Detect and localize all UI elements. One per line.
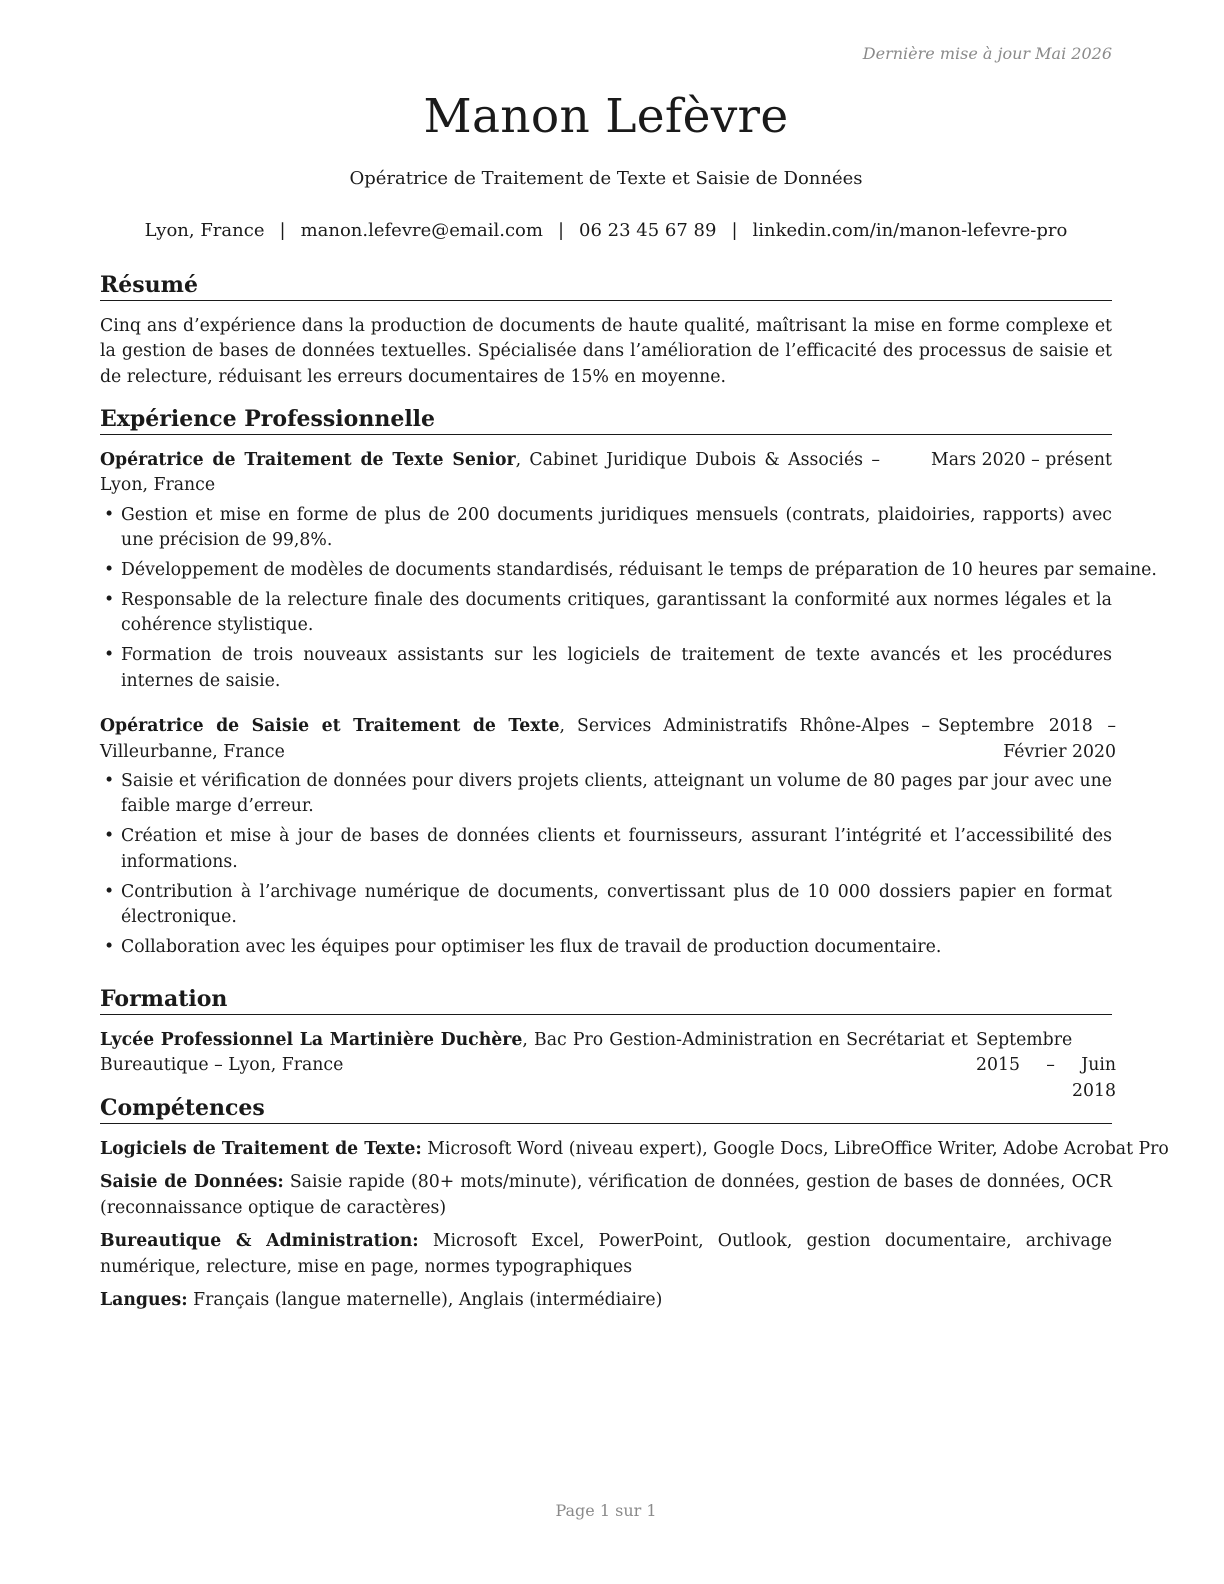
section-title-skills: Compétences: [100, 1095, 1112, 1124]
list-item: • Contribution à l’archivage numérique de documents, convertissant plus de 10 000 dossiers papier en format électronique.: [104, 881, 1112, 927]
skill-row: [100, 1288, 1112, 1313]
list-item: • Création et mise à jour de bases de données clients et fournisseurs, assurant l’intégrité et l’accessibilité des informations.: [104, 826, 1112, 872]
skill-label: Logiciels de Traitement de Texte:: [100, 1139, 422, 1159]
list-item: • Formation de trois nouveaux assistants sur les logiciels de traitement de texte avancés et les procédures internes de saisie.: [104, 645, 1112, 691]
skill-row: [100, 1170, 1112, 1221]
education-entry: [100, 1028, 1116, 1104]
contact-line: [100, 219, 1112, 243]
list-item: • Responsable de la relecture finale des documents critiques, garantissant la conformité aux normes légales et la cohérence stylistique.: [104, 590, 1112, 636]
contact-email[interactable]: manon.lefevre@email.com: [300, 220, 543, 241]
education-dates: Septembre 2015 – Juin 2018: [976, 1030, 1116, 1101]
page-number: Page 1 sur 1: [555, 1501, 657, 1520]
list-item: • Saisie et vérification de données pour divers projets clients, atteignant un volume de 80 pages par jour avec une faible marge d’erreur.: [104, 770, 1112, 817]
education-header: [100, 1028, 1116, 1104]
bullet-icon: •: [104, 504, 115, 525]
job-dates: Septembre 2018 – Février 2020: [938, 716, 1116, 762]
skill-row: [100, 1137, 1169, 1162]
job-dates: Mars 2020 – présent: [931, 450, 1112, 470]
contact-separator: |: [731, 220, 738, 241]
job-entry: [100, 714, 1116, 960]
job-entry: [100, 448, 1157, 694]
skill-value: Microsoft Excel, PowerPoint, Outlook, gestion documentaire, archivage numérique, relecture, mise en page, normes typographiques: [100, 1231, 1112, 1277]
job-role: Opératrice de Saisie et Traitement de Texte: [100, 716, 560, 737]
section-title-summary: Résumé: [100, 272, 1112, 301]
contact-phone: 06 23 45 67 89: [579, 220, 717, 241]
last-updated: Dernière mise à jour Mai 2026: [862, 44, 1112, 63]
skill-label: Saisie de Données:: [100, 1172, 284, 1193]
candidate-name: Manon Lefèvre: [423, 89, 789, 144]
job-details: , Cabinet Juridique Dubois & Associés – Lyon, France: [100, 450, 880, 496]
experience-section: [100, 406, 1157, 965]
bullet-icon: •: [104, 645, 115, 666]
bullet-icon: •: [104, 590, 115, 611]
education-school: Lycée Professionnel La Martinière Duchère: [100, 1030, 523, 1050]
skill-row: [100, 1229, 1112, 1280]
job-bullets: [100, 769, 1112, 960]
job-header: [100, 714, 1116, 765]
bullet-icon: •: [104, 826, 115, 847]
job-details: , Services Administratifs Rhône-Alpes – Villeurbanne, France: [100, 716, 930, 762]
section-title-education: Formation: [100, 986, 1112, 1015]
contact-separator: |: [557, 220, 565, 241]
job-header: [100, 448, 1112, 499]
skill-value: Français (langue maternelle), Anglais (intermédiaire): [187, 1290, 663, 1311]
bullet-icon: •: [104, 936, 115, 957]
skill-label: Bureautique & Administration:: [100, 1231, 419, 1252]
section-title-experience: Expérience Professionnelle: [100, 406, 1112, 435]
skills-list: [100, 1137, 1169, 1313]
skill-value: Microsoft Word (niveau expert), Google Docs, LibreOffice Writer, Adobe Acrobat Pro: [421, 1139, 1169, 1159]
bullet-icon: •: [104, 560, 115, 581]
job-role: Opératrice de Traitement de Texte Senior: [100, 450, 516, 470]
contact-location: Lyon, France: [144, 220, 265, 241]
skills-section: [100, 1095, 1169, 1321]
list-item: • Collaboration avec les équipes pour optimiser les flux de travail de production documentaire.: [100, 935, 1112, 960]
skill-label: Langues:: [100, 1290, 188, 1311]
job-title: Opératrice de Traitement de Texte et Saisie de Données: [349, 168, 863, 189]
list-item: • Développement de modèles de documents standardisés, réduisant le temps de préparation de 10 heures par semaine.: [100, 558, 1112, 583]
summary-section: [100, 272, 1112, 390]
summary-text: Cinq ans d’expérience dans la production de documents de haute qualité, maîtrisant la mise en forme complexe et la gestion de bases de données textuelles. Spécialisée dans l’amélioration de l’efficacité des processus de saisie et de relecture, réduisant les erreurs documentaires de 15% en moyenne.: [100, 316, 1112, 387]
education-section: [100, 986, 1116, 1104]
skill-value: Saisie rapide (80+ mots/minute), vérification de données, gestion de bases de données, OCR (reconnaissance optique de caractères): [100, 1172, 1112, 1218]
contact-linkedin[interactable]: linkedin.com/in/manon-lefevre-pro: [752, 220, 1068, 241]
bullet-icon: •: [104, 881, 115, 902]
education-details: , Bac Pro Gestion-Administration en Secrétariat et Bureautique – Lyon, France: [100, 1030, 968, 1076]
list-item: • Gestion et mise en forme de plus de 200 documents juridiques mensuels (contrats, plaidoiries, rapports) avec une précision de 99,8%.: [104, 504, 1112, 551]
bullet-icon: •: [104, 770, 115, 791]
job-bullets: [100, 503, 1157, 694]
contact-separator: |: [279, 220, 286, 241]
